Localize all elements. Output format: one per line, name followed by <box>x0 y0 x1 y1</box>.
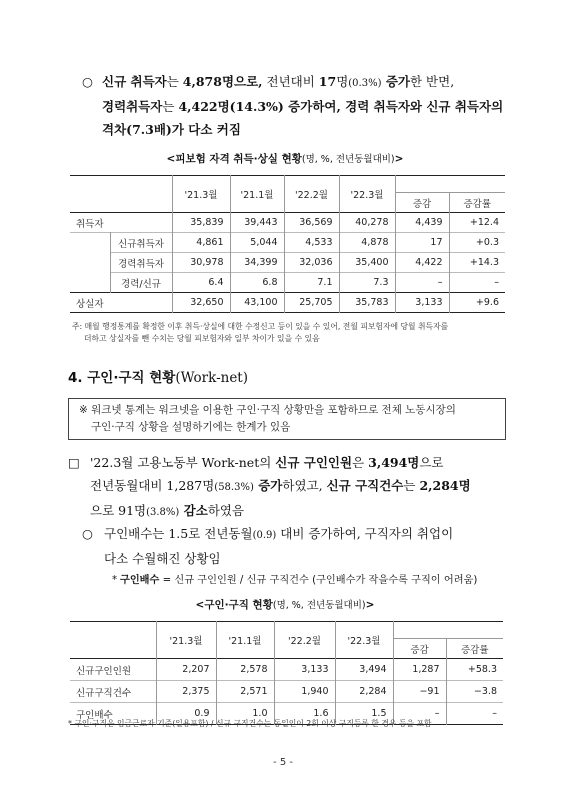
section-title: 구인·구직 현황 <box>82 370 176 386</box>
table-row <box>70 293 505 313</box>
table-cell: 3,494 <box>335 659 393 681</box>
table-cell: +14.3 <box>449 253 505 273</box>
table-row-label: 경력취득자 <box>110 253 172 273</box>
table-header-cell: '22.3월 <box>335 622 393 659</box>
text-new-hires: 신규 취득자 <box>102 74 167 89</box>
table-cell: – <box>395 273 449 293</box>
table-header-cell: '22.2월 <box>284 176 339 213</box>
text: 대비 증가하여, 구직자의 취업이 <box>276 526 454 541</box>
value-gap: (7.3배) <box>126 122 172 137</box>
table-subheader-cell: 증감 <box>393 639 446 659</box>
text: 구인배수는 1.5로 전년동월 <box>104 526 253 541</box>
asterisk-icon: * <box>112 575 118 586</box>
table-cell: 4,439 <box>395 213 449 233</box>
table-row <box>70 273 505 293</box>
worknet-notice-box <box>68 398 506 440</box>
table-cell: 1,287 <box>393 659 446 681</box>
text: 증가하여, 경력 취득자와 신규 취득자의 <box>283 99 504 114</box>
table-cell: – <box>446 703 503 725</box>
text: 은 <box>352 455 369 470</box>
table-cell: 1,940 <box>274 681 335 703</box>
page-number: - 5 - <box>273 757 293 768</box>
table-subheader-cell: 증감 <box>395 193 449 213</box>
table-cell: −3.8 <box>446 681 503 703</box>
table-cell: 2,207 <box>156 659 216 681</box>
table-cell: 4,533 <box>284 233 339 253</box>
table-header-cell: '21.3월 <box>156 622 216 659</box>
table-cell: 7.1 <box>284 273 339 293</box>
table-cell: 3,133 <box>395 293 449 313</box>
circle-bullet-icon: ○ <box>82 526 93 541</box>
table1-caption-unit: (명, %, 전년동월대비) <box>301 154 395 165</box>
table-row-label: 상실자 <box>76 298 104 310</box>
paragraph-job-ratio <box>82 522 522 570</box>
table-cell: 2,571 <box>216 681 274 703</box>
notice-line: ※ 워크넷 통계는 워크넷을 이용한 구인·구직 상황만을 포함하므로 전체 노동시장의 <box>79 404 456 416</box>
table-header-cell: '21.1월 <box>216 622 274 659</box>
table-cell: 5,044 <box>230 233 284 253</box>
table-subheader-cell: 증감률 <box>449 193 505 213</box>
value-career-hires: 4,422명(14.3%) <box>178 99 284 114</box>
table-cell: 36,569 <box>284 213 339 233</box>
table-cell: 0.9 <box>156 703 216 725</box>
text: 명 <box>336 74 349 89</box>
text: 하였음 <box>207 503 245 518</box>
table-row-label: 신규취득자 <box>110 233 172 253</box>
table-cell: 43,100 <box>230 293 284 313</box>
text: 전년대비 <box>262 74 319 89</box>
paragraph-worknet-summary <box>68 451 518 524</box>
table-row-label: 경력/신규 <box>110 273 172 293</box>
table1-caption <box>70 151 500 166</box>
table-header-row <box>70 622 503 639</box>
table-subheader-cell: 증감률 <box>446 639 503 659</box>
text-decrease: 감소 <box>179 503 208 518</box>
text-prev: (0.9) <box>252 530 277 541</box>
table-cell: +9.6 <box>449 293 505 313</box>
table2-caption-title: <구인·구직 현황 <box>195 599 273 611</box>
text-new-job-seekers: 신규 구직건수 <box>326 478 404 493</box>
table-cell: 1.0 <box>216 703 274 725</box>
table-cell: 2,284 <box>335 681 393 703</box>
table2-caption-unit: (명, %, 전년동월대비) <box>272 600 366 611</box>
table-header-cell: '22.2월 <box>274 622 335 659</box>
square-bullet-icon: □ <box>68 455 80 470</box>
text: 는 <box>166 74 183 89</box>
table-row-label: 신규구직건수 <box>76 687 132 699</box>
circle-bullet-icon: ○ <box>82 74 93 89</box>
table-corner-cell <box>70 622 156 659</box>
table-cell: −91 <box>393 681 446 703</box>
section-heading <box>68 366 248 386</box>
table-cell: 40,278 <box>339 213 395 233</box>
table2-footnote: * 구인·구직은 임금근로자 기준(일용포함) / 신규 구직건수는 동일인이 2회 이상 구직등록 한 경우 등을 포함 <box>68 719 432 728</box>
section-title-en: (Work-net) <box>175 370 249 386</box>
table-header-cell: '21.1월 <box>230 176 284 213</box>
value-job-openings: 3,494명 <box>368 455 420 470</box>
text: 는 <box>403 478 420 493</box>
text-percent: (0.3%) <box>348 78 382 89</box>
footnote-line: 주: 매월 행정통계를 확정한 이후 취득·상실에 대한 수정신고 등이 있을 수 있어, 전월 피보험자에 당월 취득자를 <box>72 322 449 331</box>
footnote-line: 더하고 상실자를 뺀 수치는 당월 피보험자와 일부 차이가 있을 수 있음 <box>84 334 320 343</box>
table-header-spacer <box>393 622 503 639</box>
table-row <box>70 681 503 703</box>
text: 하였고, <box>282 478 327 493</box>
text-career-hires: 경력취득자 <box>102 99 163 114</box>
text-percent: (3.8%) <box>146 507 180 518</box>
table-cell: 35,783 <box>339 293 395 313</box>
table-cell: 4,878 <box>339 233 395 253</box>
table-cell: 1.5 <box>335 703 393 725</box>
table1-footnote <box>72 321 512 345</box>
text-gap: 격차 <box>102 122 127 137</box>
definition-term: 구인배수 <box>120 575 160 586</box>
table-cell: 2,375 <box>156 681 216 703</box>
value-new-hires: 4,878명으로, <box>182 74 263 89</box>
table-cell: 4,861 <box>172 233 230 253</box>
table-header-cell: '21.3월 <box>172 176 230 213</box>
table-row-label: 구인배수 <box>76 709 113 721</box>
table-indent-cell <box>70 233 110 293</box>
table-cell: 3,133 <box>274 659 335 681</box>
text: 으로 91명 <box>90 503 147 518</box>
table-cell: 39,443 <box>230 213 284 233</box>
table-corner-cell <box>70 176 172 213</box>
table-row-label: 취득자 <box>76 218 104 230</box>
table-row-label: 신규구인인원 <box>76 665 132 677</box>
paragraph-hiring-summary <box>82 70 522 141</box>
definition-line <box>112 571 477 586</box>
table-cell: 25,705 <box>284 293 339 313</box>
section-number: 4. <box>68 370 83 386</box>
table-cell: +12.4 <box>449 213 505 233</box>
table-cell: 32,036 <box>284 253 339 273</box>
table-cell: +0.3 <box>449 233 505 253</box>
text: 가 다소 커짐 <box>171 122 241 137</box>
value-increase: 17 <box>318 74 337 89</box>
text-percent: (58.3%) <box>214 482 254 493</box>
text: '22.3월 고용노동부 Work-net의 <box>90 455 276 470</box>
table-row <box>70 659 503 681</box>
table2-caption <box>70 597 500 612</box>
table-cell: – <box>449 273 505 293</box>
text-increase: 증가 <box>381 74 410 89</box>
table1-caption-title: <피보험 자격 취득·상실 현황 <box>166 153 302 165</box>
definition-text: = 신규 구인인원 / 신규 구직건수 (구인배수가 작을수록 구직이 어려움) <box>159 575 478 586</box>
table-cell: 35,400 <box>339 253 395 273</box>
text: 한 반면, <box>410 74 455 89</box>
table-cell: 32,650 <box>172 293 230 313</box>
table-cell: 35,839 <box>172 213 230 233</box>
table-cell: – <box>393 703 446 725</box>
table-row <box>70 213 505 233</box>
text: 는 <box>162 99 179 114</box>
table-cell: 17 <box>395 233 449 253</box>
text: 으로 <box>419 455 444 470</box>
text: > <box>365 599 375 611</box>
table-cell: 2,578 <box>216 659 274 681</box>
table-cell: 6.4 <box>172 273 230 293</box>
notice-line: 구인·구직 상황을 설명하기에는 한계가 있음 <box>91 421 291 433</box>
text: 다소 수월해진 상황임 <box>104 551 221 566</box>
table-cell: 7.3 <box>339 273 395 293</box>
table-cell: 30,978 <box>172 253 230 273</box>
text-increase: 증가 <box>253 478 283 493</box>
text: 전년동월대비 1,287명 <box>90 478 215 493</box>
table-cell: 4,422 <box>395 253 449 273</box>
table-insured-status <box>70 175 505 313</box>
table-cell: 34,399 <box>230 253 284 273</box>
table-header-spacer <box>395 176 505 193</box>
table-row <box>70 253 505 273</box>
table-cell: +58.3 <box>446 659 503 681</box>
text-new-job-openings: 신규 구인인원 <box>275 455 353 470</box>
table-job-openings <box>70 621 503 725</box>
value-job-seekers: 2,284명 <box>419 478 471 493</box>
table-header-cell: '22.3월 <box>339 176 395 213</box>
table-header-row <box>70 176 505 193</box>
table-row <box>70 233 505 253</box>
table-cell: 6.8 <box>230 273 284 293</box>
text: > <box>394 153 404 165</box>
table-cell: 1.6 <box>274 703 335 725</box>
